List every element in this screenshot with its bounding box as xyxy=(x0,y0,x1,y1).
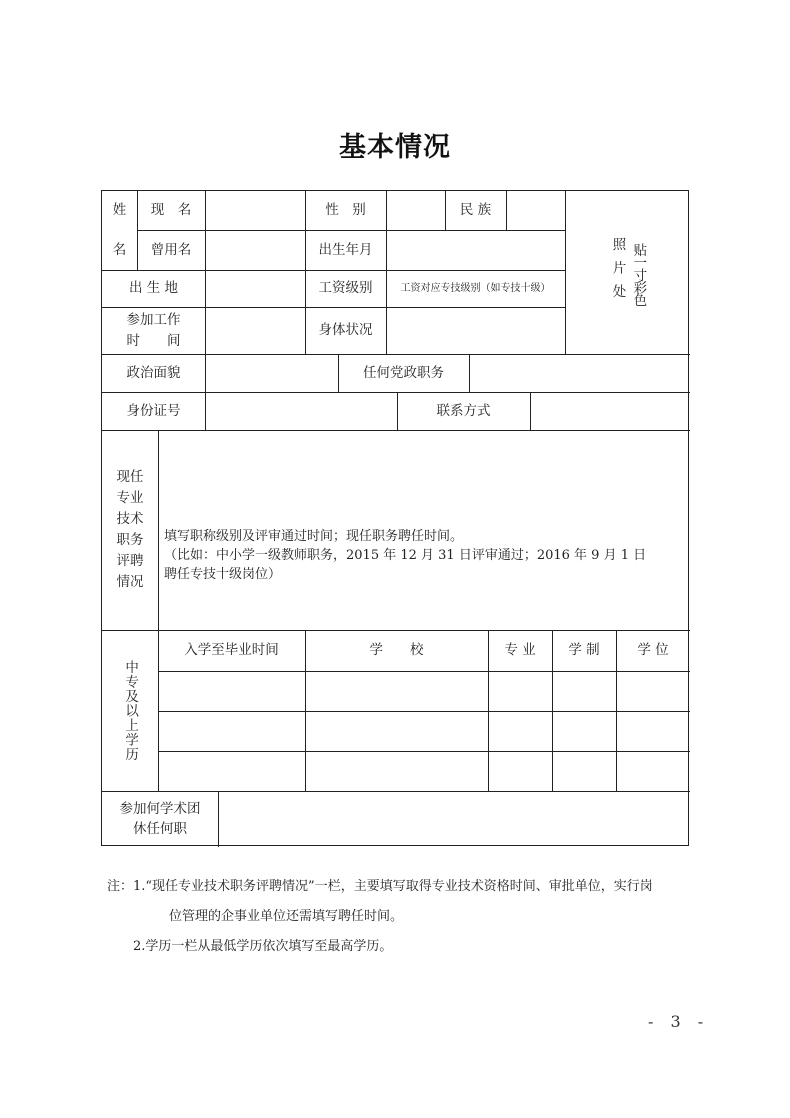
page-number: - 3 - xyxy=(648,1012,710,1031)
education-col-period: 入学至毕业时间 xyxy=(184,642,279,659)
work-start-label-line2: 时 间 xyxy=(126,332,181,349)
education-col-degree: 学 位 xyxy=(637,642,669,659)
title-section-label: 现任专业技术职务评聘情况 xyxy=(116,469,144,590)
academic-label-line1: 参加何学术团 xyxy=(119,800,201,817)
political-field[interactable] xyxy=(205,354,338,392)
former-name-label: 曾用名 xyxy=(150,241,192,258)
photo-label-left: 照片处 xyxy=(609,237,626,308)
note-1-continued: 位管理的企事业单位还需填写聘任时间。 xyxy=(169,909,404,924)
id-label: 身份证号 xyxy=(126,402,181,419)
education-row-1-school[interactable] xyxy=(305,671,488,711)
education-col-major: 专 业 xyxy=(504,642,536,659)
education-col-duration: 学 制 xyxy=(568,642,600,659)
contact-label: 联系方式 xyxy=(436,402,491,419)
party-post-label: 任何党政职务 xyxy=(363,364,444,381)
education-row-3-duration[interactable] xyxy=(552,751,616,791)
birthplace-label: 出 生 地 xyxy=(128,280,179,297)
ethnicity-label: 民 族 xyxy=(459,202,492,219)
education-row-2-school[interactable] xyxy=(305,711,488,751)
page-title: 基本情况 xyxy=(339,132,451,163)
education-row-2-duration[interactable] xyxy=(552,711,616,751)
title-section-label-wrap xyxy=(102,430,158,630)
current-name-label: 现 名 xyxy=(150,202,192,219)
education-row-2-major[interactable] xyxy=(488,711,552,751)
education-row-3-degree[interactable] xyxy=(616,751,690,791)
ethnicity-field[interactable] xyxy=(506,191,565,230)
birthplace-field[interactable] xyxy=(205,270,305,307)
desc-line2: （比如：中小学一级教师职务，2015 年 12 月 31 日评审通过；2016 年 9 月 1 日 xyxy=(164,547,647,563)
contact-field[interactable] xyxy=(530,392,690,430)
education-row-3-school[interactable] xyxy=(305,751,488,791)
health-label: 身体状况 xyxy=(318,322,373,339)
work-start-label-line1: 参加工作 xyxy=(126,312,181,329)
education-row-1-degree[interactable] xyxy=(616,671,690,711)
work-start-field[interactable] xyxy=(205,307,305,354)
birth-date-field[interactable] xyxy=(386,230,565,270)
education-row-1-period[interactable] xyxy=(158,671,305,711)
birth-date-label: 出生年月 xyxy=(318,241,373,258)
photo-placeholder[interactable] xyxy=(565,191,690,354)
salary-level-label: 工资级别 xyxy=(318,280,373,297)
education-row-1-major[interactable] xyxy=(488,671,552,711)
education-section-label-wrap xyxy=(102,630,158,791)
health-field[interactable] xyxy=(386,307,565,354)
education-row-2-period[interactable] xyxy=(158,711,305,751)
note-2: 2.学历一栏从最低学历依次填写至最高学历。 xyxy=(133,939,393,954)
education-col-school: 学 校 xyxy=(369,642,424,659)
education-row-3-major[interactable] xyxy=(488,751,552,791)
party-post-field[interactable] xyxy=(469,354,690,392)
gender-field[interactable] xyxy=(386,191,445,230)
basic-info-form xyxy=(101,190,689,846)
academic-label-line2: 休任何职 xyxy=(133,821,187,837)
education-row-1-duration[interactable] xyxy=(552,671,616,711)
work-start-label xyxy=(102,307,205,354)
education-section-label: 中专及以上学历 xyxy=(122,659,139,762)
current-name-field[interactable] xyxy=(205,191,305,230)
gender-label: 性 别 xyxy=(325,202,366,219)
academic-field[interactable] xyxy=(218,791,690,847)
note-1: 注：1.“现任专业技术职务评聘情况”一栏，主要填写取得专业技术资格时间、审批单位，实行岗 xyxy=(107,879,653,894)
photo-label-right: 贴一寸彩色 xyxy=(630,243,647,306)
title-section-description xyxy=(164,528,684,585)
name-group-label-bottom: 名 xyxy=(112,241,127,258)
political-label: 政治面貌 xyxy=(126,364,181,381)
desc-line3: 聘任专技十级岗位） xyxy=(164,566,282,582)
id-field[interactable] xyxy=(205,392,397,430)
education-row-2-degree[interactable] xyxy=(616,711,690,751)
academic-label xyxy=(102,791,218,847)
name-group-label-top: 姓 xyxy=(112,202,127,219)
salary-level-field[interactable]: 工资对应专技级别（如专技十级） xyxy=(400,283,551,294)
desc-line1: 填写职称级别及评审通过时间；现任职务聘任时间。 xyxy=(164,529,464,544)
education-row-3-period[interactable] xyxy=(158,751,305,791)
former-name-field[interactable] xyxy=(205,230,305,270)
